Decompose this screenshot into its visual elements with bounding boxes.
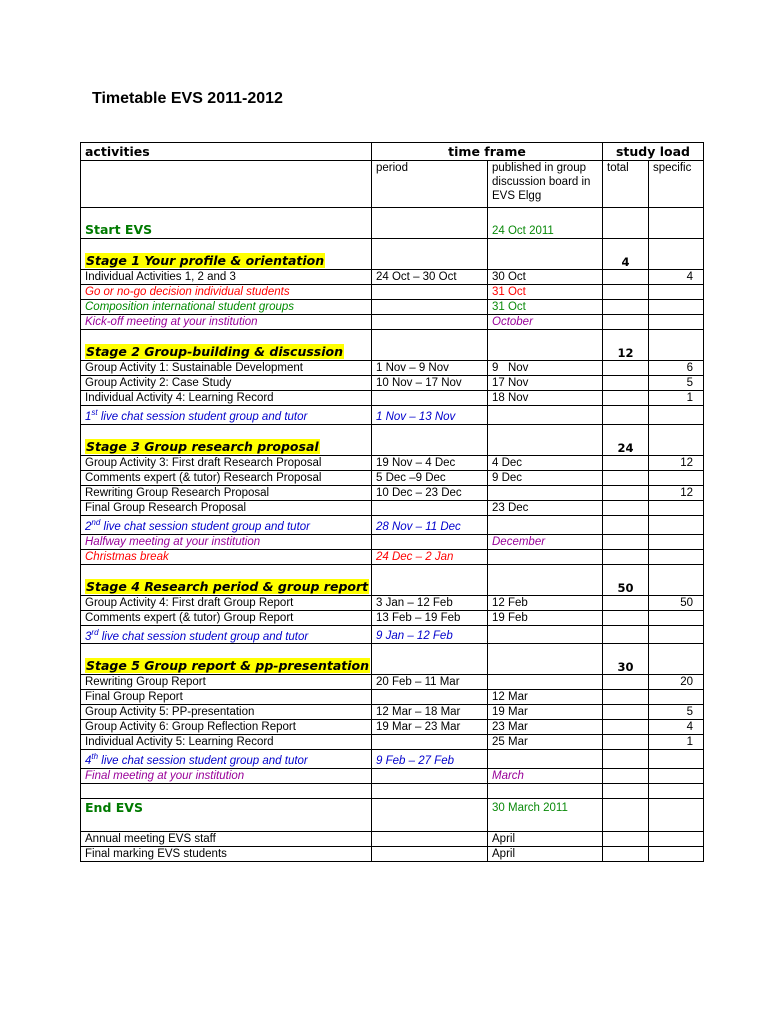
- period-cell: 19 Nov – 4 Dec: [372, 455, 488, 470]
- activity-text: live chat session student group and tutor: [98, 630, 309, 643]
- header-activities: activities: [81, 143, 372, 161]
- stage-5-heading: Stage 5 Group report & pp-presentation: [86, 658, 370, 674]
- period-cell: 9 Feb – 27 Feb: [372, 750, 488, 769]
- timetable: [80, 142, 704, 862]
- total-cell: 30: [603, 644, 649, 675]
- published-cell: December: [488, 534, 603, 549]
- period-cell: 1 Nov – 13 Nov: [372, 406, 488, 425]
- published-cell: 23 Dec: [488, 500, 603, 515]
- activity-cell: [81, 564, 372, 595]
- stage-2-heading: Stage 2 Group-building & discussion: [86, 344, 344, 359]
- specific-cell: 1: [649, 391, 704, 406]
- activity-cell: [81, 625, 372, 644]
- period-cell: 20 Feb – 11 Mar: [372, 675, 488, 690]
- header-total: total: [603, 161, 649, 208]
- activity-cell: Group Activity 6: Group Reflection Report: [81, 720, 372, 735]
- period-cell: 5 Dec –9 Dec: [372, 470, 488, 485]
- activity-cell: Halfway meeting at your institution: [81, 534, 372, 549]
- ordinal-suffix: rd: [91, 627, 99, 637]
- activity-cell: Group Activity 3: First draft Research Proposal: [81, 455, 372, 470]
- activity-cell: Final marking EVS students: [81, 847, 372, 862]
- specific-cell: 5: [649, 376, 704, 391]
- page-title: Timetable EVS 2011-2012: [92, 90, 283, 107]
- ordinal-suffix: st: [91, 408, 98, 417]
- ordinal-number: 1: [85, 410, 92, 423]
- activity-text: live chat session student group and tutor: [97, 410, 308, 423]
- published-cell: 24 Oct 2011: [488, 208, 603, 239]
- published-cell: 17 Nov: [488, 376, 603, 391]
- activity-cell: Final meeting at your institution: [81, 769, 372, 784]
- activity-cell: Annual meeting EVS staff: [81, 832, 372, 847]
- activity-text: live chat session student group and tutor: [100, 520, 310, 533]
- activity-cell: [81, 330, 372, 361]
- specific-cell: 4: [649, 270, 704, 285]
- period-cell: 10 Nov – 17 Nov: [372, 376, 488, 391]
- stage-3-heading: Stage 3 Group research proposal: [86, 438, 319, 454]
- specific-cell: 20: [649, 675, 704, 690]
- activity-cell: Go or no-go decision individual students: [81, 285, 372, 300]
- activity-cell: [81, 750, 372, 769]
- header-specific: specific: [649, 161, 704, 208]
- activity-cell: Rewriting Group Report: [81, 675, 372, 690]
- published-cell: 19 Mar: [488, 705, 603, 720]
- published-cell: October: [488, 315, 603, 330]
- specific-cell: 4: [649, 720, 704, 735]
- total-cell: 4: [603, 239, 649, 270]
- total-cell: 50: [603, 564, 649, 595]
- period-cell: 3 Jan – 12 Feb: [372, 595, 488, 610]
- activity-cell: Individual Activity 5: Learning Record: [81, 735, 372, 750]
- published-cell: 9 Dec: [488, 470, 603, 485]
- total-cell: 12: [603, 330, 649, 361]
- total-cell: 24: [603, 424, 649, 455]
- published-cell: 23 Mar: [488, 720, 603, 735]
- activity-cell: Final Group Research Proposal: [81, 500, 372, 515]
- specific-cell: 50: [649, 595, 704, 610]
- activity-cell: Rewriting Group Research Proposal: [81, 485, 372, 500]
- period-cell: 24 Dec – 2 Jan: [372, 549, 488, 564]
- activity-cell: Individual Activities 1, 2 and 3: [81, 270, 372, 285]
- header-empty: [81, 161, 372, 208]
- activity-cell: Individual Activity 4: Learning Record: [81, 391, 372, 406]
- published-cell: 12 Mar: [488, 690, 603, 705]
- activity-cell: Group Activity 1: Sustainable Development: [81, 361, 372, 376]
- period-cell: 13 Feb – 19 Feb: [372, 610, 488, 625]
- activity-cell: Composition international student groups: [81, 300, 372, 315]
- published-cell: 18 Nov: [488, 391, 603, 406]
- published-cell: 25 Mar: [488, 735, 603, 750]
- activity-cell: [81, 424, 372, 455]
- published-cell: 12 Feb: [488, 595, 603, 610]
- published-cell: 9 Nov: [488, 361, 603, 376]
- specific-cell: 12: [649, 455, 704, 470]
- ordinal-number: 2: [85, 520, 92, 533]
- activity-cell: [81, 799, 372, 832]
- period-cell: 24 Oct – 30 Oct: [372, 270, 488, 285]
- published-cell: 30 March 2011: [488, 799, 603, 832]
- stage-4-heading: Stage 4 Research period & group report: [86, 578, 369, 594]
- activity-cell: Group Activity 2: Case Study: [81, 376, 372, 391]
- end-label: End EVS: [85, 800, 143, 816]
- specific-cell: 12: [649, 485, 704, 500]
- header-study-load: study load: [603, 143, 704, 161]
- stage-1-heading: Stage 1 Your profile & orientation: [86, 253, 325, 268]
- period-cell: 9 Jan – 12 Feb: [372, 625, 488, 644]
- activity-cell: [81, 239, 372, 270]
- start-label: Start EVS: [85, 222, 153, 237]
- activity-cell: Kick-off meeting at your institution: [81, 315, 372, 330]
- ordinal-number: 4: [85, 755, 92, 768]
- header-time-frame: time frame: [372, 143, 603, 161]
- activity-cell: Comments expert (& tutor) Research Proposal: [81, 470, 372, 485]
- header-published: published in group discussion board in EVS Elgg: [488, 161, 603, 208]
- published-cell: 30 Oct: [488, 270, 603, 285]
- ordinal-number: 3: [85, 630, 92, 643]
- activity-cell: Group Activity 4: First draft Group Report: [81, 595, 372, 610]
- activity-cell: Christmas break: [81, 549, 372, 564]
- period-cell: 10 Dec – 23 Dec: [372, 485, 488, 500]
- activity-cell: Group Activity 5: PP-presentation: [81, 705, 372, 720]
- period-cell: 1 Nov – 9 Nov: [372, 361, 488, 376]
- activity-cell: [81, 208, 372, 239]
- published-cell: 19 Feb: [488, 610, 603, 625]
- ordinal-suffix: nd: [91, 517, 101, 527]
- activity-text: live chat session student group and tutor: [98, 755, 308, 768]
- specific-cell: 5: [649, 705, 704, 720]
- published-cell: March: [488, 769, 603, 784]
- published-cell: 31 Oct: [488, 300, 603, 315]
- activity-cell: Comments expert (& tutor) Group Report: [81, 610, 372, 625]
- published-cell: 31 Oct: [488, 285, 603, 300]
- ordinal-suffix: th: [91, 752, 99, 762]
- activity-cell: Final Group Report: [81, 690, 372, 705]
- period-cell: 28 Nov – 11 Dec: [372, 515, 488, 534]
- activity-cell: [81, 644, 372, 675]
- published-cell: April: [488, 832, 603, 847]
- specific-cell: 1: [649, 735, 704, 750]
- period-cell: 19 Mar – 23 Mar: [372, 720, 488, 735]
- period-cell: 12 Mar – 18 Mar: [372, 705, 488, 720]
- specific-cell: 6: [649, 361, 704, 376]
- published-cell: April: [488, 847, 603, 862]
- header-period: period: [372, 161, 488, 208]
- activity-cell: [81, 515, 372, 534]
- activity-cell: [81, 406, 372, 425]
- published-cell: 4 Dec: [488, 455, 603, 470]
